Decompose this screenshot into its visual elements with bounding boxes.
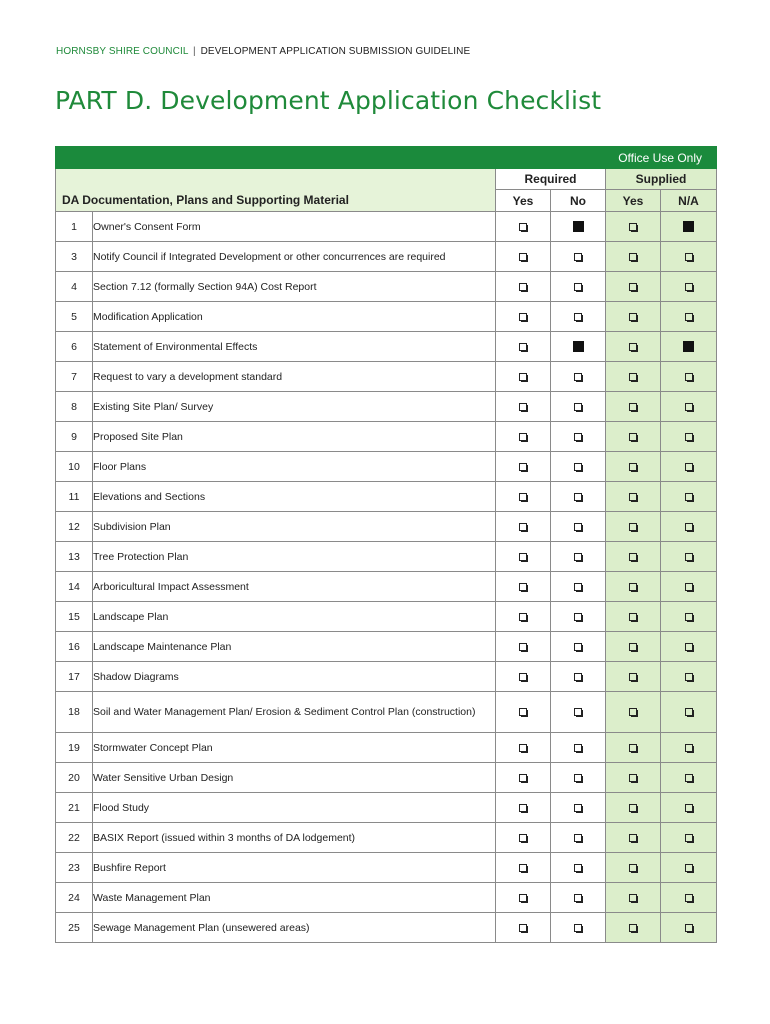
cell-supplied-yes — [606, 823, 661, 853]
row-description: Notify Council if Integrated Development or other concurrences are required — [93, 242, 496, 272]
checkbox-icon[interactable] — [574, 283, 582, 291]
cell-supplied-na — [661, 302, 717, 332]
cell-supplied-yes — [606, 302, 661, 332]
table-row — [56, 853, 717, 883]
table-row — [56, 332, 717, 362]
checkbox-icon[interactable] — [629, 774, 637, 782]
cell-required-yes — [496, 572, 551, 602]
cell-required-yes — [496, 272, 551, 302]
cell-required-no — [551, 883, 606, 913]
cell-required-no — [551, 512, 606, 542]
row-description: Request to vary a development standard — [93, 362, 496, 392]
row-number: 25 — [56, 913, 93, 943]
cell-required-yes — [496, 823, 551, 853]
cell-supplied-na — [661, 512, 717, 542]
checkbox-icon[interactable] — [574, 583, 582, 591]
row-description: Subdivision Plan — [93, 512, 496, 542]
checkbox-icon[interactable] — [629, 283, 637, 291]
organisation-name: HORNSBY SHIRE COUNCIL — [56, 46, 189, 57]
row-number: 11 — [56, 482, 93, 512]
checkbox-icon[interactable] — [574, 834, 582, 842]
checkbox-icon[interactable] — [629, 613, 637, 621]
checkbox-icon[interactable] — [685, 283, 693, 291]
table-row — [56, 572, 717, 602]
row-description: Bushfire Report — [93, 853, 496, 883]
table-row — [56, 793, 717, 823]
cell-supplied-yes — [606, 422, 661, 452]
column-header-row — [56, 190, 717, 212]
table-row — [56, 242, 717, 272]
checkbox-icon[interactable] — [519, 924, 527, 932]
cell-required-yes — [496, 662, 551, 692]
cell-required-yes — [496, 883, 551, 913]
cell-required-yes — [496, 733, 551, 763]
cell-supplied-yes — [606, 332, 661, 362]
cell-supplied-yes — [606, 883, 661, 913]
checked-box-icon[interactable] — [683, 341, 694, 352]
checkbox-icon[interactable] — [685, 894, 693, 902]
checkbox-icon[interactable] — [629, 463, 637, 471]
checkbox-icon[interactable] — [519, 744, 527, 752]
checked-box-icon[interactable] — [573, 221, 584, 232]
checkbox-icon[interactable] — [519, 373, 527, 381]
row-description: Modification Application — [93, 302, 496, 332]
row-number: 13 — [56, 542, 93, 572]
checkbox-icon[interactable] — [519, 463, 527, 471]
row-description: Floor Plans — [93, 452, 496, 482]
checkbox-icon[interactable] — [685, 924, 693, 932]
checkbox-icon[interactable] — [574, 523, 582, 531]
checkbox-icon[interactable] — [685, 643, 693, 651]
cell-required-no — [551, 692, 606, 733]
row-description: Tree Protection Plan — [93, 542, 496, 572]
row-description: Stormwater Concept Plan — [93, 733, 496, 763]
checkbox-icon[interactable] — [519, 523, 527, 531]
cell-required-yes — [496, 422, 551, 452]
row-number: 1 — [56, 212, 93, 242]
checkbox-icon[interactable] — [629, 894, 637, 902]
row-description: Proposed Site Plan — [93, 422, 496, 452]
cell-required-yes — [496, 212, 551, 242]
row-number: 4 — [56, 272, 93, 302]
table-row — [56, 632, 717, 662]
page-title: PART D. Development Application Checklist — [55, 86, 602, 115]
checkbox-icon[interactable] — [685, 708, 693, 716]
row-number: 14 — [56, 572, 93, 602]
cell-supplied-na — [661, 823, 717, 853]
row-number: 6 — [56, 332, 93, 362]
cell-supplied-yes — [606, 482, 661, 512]
row-number: 8 — [56, 392, 93, 422]
checkbox-icon[interactable] — [685, 613, 693, 621]
checkbox-icon[interactable] — [685, 774, 693, 782]
row-number: 12 — [56, 512, 93, 542]
cell-supplied-na — [661, 332, 717, 362]
cell-required-no — [551, 242, 606, 272]
checkbox-icon[interactable] — [685, 253, 693, 261]
cell-supplied-yes — [606, 392, 661, 422]
table-row — [56, 692, 717, 733]
supplied-group-header: Supplied — [606, 169, 717, 190]
cell-required-yes — [496, 692, 551, 733]
cell-supplied-na — [661, 392, 717, 422]
checkbox-icon[interactable] — [519, 643, 527, 651]
checkbox-icon[interactable] — [629, 223, 637, 231]
table-row — [56, 542, 717, 572]
row-number: 5 — [56, 302, 93, 332]
cell-required-yes — [496, 302, 551, 332]
table-row — [56, 823, 717, 853]
cell-supplied-yes — [606, 272, 661, 302]
checkbox-icon[interactable] — [685, 313, 693, 321]
row-number: 16 — [56, 632, 93, 662]
cell-required-no — [551, 302, 606, 332]
cell-supplied-yes — [606, 572, 661, 602]
table-row — [56, 362, 717, 392]
checkbox-icon[interactable] — [629, 864, 637, 872]
cell-supplied-na — [661, 853, 717, 883]
checkbox-icon[interactable] — [685, 834, 693, 842]
table-row — [56, 422, 717, 452]
document-name: DEVELOPMENT APPLICATION SUBMISSION GUIDELINE — [200, 46, 471, 57]
row-number: 9 — [56, 422, 93, 452]
header-separator: | — [193, 46, 196, 57]
row-number: 23 — [56, 853, 93, 883]
group-header-row — [56, 169, 717, 190]
cell-required-yes — [496, 913, 551, 943]
cell-supplied-na — [661, 362, 717, 392]
cell-required-no — [551, 662, 606, 692]
cell-required-yes — [496, 632, 551, 662]
checkbox-icon[interactable] — [519, 774, 527, 782]
checkbox-icon[interactable] — [685, 864, 693, 872]
row-description: Waste Management Plan — [93, 883, 496, 913]
cell-required-no — [551, 422, 606, 452]
cell-supplied-yes — [606, 793, 661, 823]
checkbox-icon[interactable] — [519, 864, 527, 872]
cell-supplied-na — [661, 763, 717, 793]
checkbox-icon[interactable] — [685, 673, 693, 681]
checkbox-icon[interactable] — [519, 553, 527, 561]
checklist-body — [56, 212, 717, 943]
row-description: Section 7.12 (formally Section 94A) Cost Report — [93, 272, 496, 302]
cell-required-no — [551, 482, 606, 512]
table-row — [56, 883, 717, 913]
cell-supplied-yes — [606, 362, 661, 392]
table-row — [56, 512, 717, 542]
cell-required-yes — [496, 853, 551, 883]
checkbox-icon[interactable] — [519, 223, 527, 231]
checkbox-icon[interactable] — [519, 708, 527, 716]
cell-supplied-na — [661, 272, 717, 302]
cell-required-yes — [496, 512, 551, 542]
cell-supplied-yes — [606, 853, 661, 883]
row-description: Flood Study — [93, 793, 496, 823]
cell-supplied-yes — [606, 542, 661, 572]
office-use-row — [56, 147, 717, 169]
checkbox-icon[interactable] — [519, 283, 527, 291]
cell-required-no — [551, 332, 606, 362]
checkbox-icon[interactable] — [574, 673, 582, 681]
cell-required-yes — [496, 452, 551, 482]
cell-supplied-na — [661, 632, 717, 662]
checkbox-icon[interactable] — [629, 403, 637, 411]
row-description: Statement of Environmental Effects — [93, 332, 496, 362]
checkbox-icon[interactable] — [574, 553, 582, 561]
checked-box-icon[interactable] — [573, 341, 584, 352]
checkbox-icon[interactable] — [519, 894, 527, 902]
checkbox-icon[interactable] — [574, 804, 582, 812]
row-description: Existing Site Plan/ Survey — [93, 392, 496, 422]
checkbox-icon[interactable] — [629, 523, 637, 531]
cell-required-no — [551, 212, 606, 242]
checkbox-icon[interactable] — [685, 804, 693, 812]
checkbox-icon[interactable] — [629, 744, 637, 752]
checkbox-icon[interactable] — [629, 924, 637, 932]
cell-supplied-yes — [606, 662, 661, 692]
checkbox-icon[interactable] — [519, 403, 527, 411]
checkbox-icon[interactable] — [519, 834, 527, 842]
cell-required-no — [551, 452, 606, 482]
col-supplied-yes: Yes — [606, 190, 661, 212]
cell-supplied-na — [661, 793, 717, 823]
checkbox-icon[interactable] — [519, 493, 527, 501]
row-number: 20 — [56, 763, 93, 793]
cell-required-yes — [496, 763, 551, 793]
table-row — [56, 733, 717, 763]
checkbox-icon[interactable] — [685, 403, 693, 411]
table-row — [56, 272, 717, 302]
row-description: Soil and Water Management Plan/ Erosion & Sediment Control Plan (construction) — [93, 692, 496, 733]
table-row — [56, 212, 717, 242]
table-row — [56, 662, 717, 692]
row-description: Landscape Plan — [93, 602, 496, 632]
checkbox-icon[interactable] — [574, 373, 582, 381]
row-number: 18 — [56, 692, 93, 733]
row-number: 3 — [56, 242, 93, 272]
cell-supplied-na — [661, 692, 717, 733]
checkbox-icon[interactable] — [629, 313, 637, 321]
cell-supplied-na — [661, 452, 717, 482]
da-checklist-table — [55, 146, 717, 943]
checkbox-icon[interactable] — [519, 673, 527, 681]
checkbox-icon[interactable] — [629, 343, 637, 351]
checkbox-icon[interactable] — [574, 708, 582, 716]
checkbox-icon[interactable] — [574, 403, 582, 411]
checkbox-icon[interactable] — [629, 373, 637, 381]
cell-supplied-na — [661, 422, 717, 452]
row-description: Sewage Management Plan (unsewered areas) — [93, 913, 496, 943]
checkbox-icon[interactable] — [574, 433, 582, 441]
table-row — [56, 392, 717, 422]
cell-supplied-na — [661, 602, 717, 632]
cell-supplied-yes — [606, 913, 661, 943]
cell-required-no — [551, 733, 606, 763]
row-number: 19 — [56, 733, 93, 763]
checkbox-icon[interactable] — [629, 673, 637, 681]
checkbox-icon[interactable] — [519, 343, 527, 351]
table-row — [56, 302, 717, 332]
checkbox-icon[interactable] — [685, 583, 693, 591]
checkbox-icon[interactable] — [629, 253, 637, 261]
cell-supplied-yes — [606, 242, 661, 272]
cell-required-yes — [496, 392, 551, 422]
cell-required-yes — [496, 362, 551, 392]
cell-required-no — [551, 572, 606, 602]
row-number: 7 — [56, 362, 93, 392]
group-header-blank — [56, 169, 496, 190]
checkbox-icon[interactable] — [519, 613, 527, 621]
cell-supplied-na — [661, 883, 717, 913]
cell-required-no — [551, 392, 606, 422]
cell-supplied-yes — [606, 632, 661, 662]
cell-required-no — [551, 542, 606, 572]
checkbox-icon[interactable] — [519, 433, 527, 441]
row-description: Elevations and Sections — [93, 482, 496, 512]
checkbox-icon[interactable] — [629, 583, 637, 591]
cell-supplied-na — [661, 212, 717, 242]
checkbox-icon[interactable] — [574, 924, 582, 932]
checkbox-icon[interactable] — [574, 894, 582, 902]
row-number: 10 — [56, 452, 93, 482]
checkbox-icon[interactable] — [685, 523, 693, 531]
cell-supplied-na — [661, 482, 717, 512]
table-row — [56, 602, 717, 632]
cell-supplied-yes — [606, 512, 661, 542]
cell-required-yes — [496, 602, 551, 632]
section-header: DA Documentation, Plans and Supporting Material — [56, 190, 496, 212]
document-header — [56, 46, 470, 57]
cell-supplied-yes — [606, 763, 661, 793]
office-use-label: Office Use Only — [56, 147, 717, 169]
checkbox-icon[interactable] — [574, 643, 582, 651]
row-description: Arboricultural Impact Assessment — [93, 572, 496, 602]
row-description: Landscape Maintenance Plan — [93, 632, 496, 662]
cell-supplied-yes — [606, 212, 661, 242]
checkbox-icon[interactable] — [574, 744, 582, 752]
cell-supplied-yes — [606, 602, 661, 632]
checkbox-icon[interactable] — [519, 583, 527, 591]
checkbox-icon[interactable] — [574, 253, 582, 261]
cell-supplied-na — [661, 662, 717, 692]
cell-supplied-yes — [606, 452, 661, 482]
checkbox-icon[interactable] — [685, 553, 693, 561]
row-description: Water Sensitive Urban Design — [93, 763, 496, 793]
checkbox-icon[interactable] — [574, 774, 582, 782]
cell-supplied-na — [661, 733, 717, 763]
checkbox-icon[interactable] — [519, 253, 527, 261]
checkbox-icon[interactable] — [574, 493, 582, 501]
checkbox-icon[interactable] — [685, 493, 693, 501]
cell-supplied-yes — [606, 733, 661, 763]
checkbox-icon[interactable] — [629, 834, 637, 842]
checkbox-icon[interactable] — [685, 373, 693, 381]
row-number: 15 — [56, 602, 93, 632]
cell-required-no — [551, 763, 606, 793]
checkbox-icon[interactable] — [629, 433, 637, 441]
cell-required-yes — [496, 482, 551, 512]
checkbox-icon[interactable] — [629, 643, 637, 651]
cell-supplied-na — [661, 913, 717, 943]
cell-required-no — [551, 793, 606, 823]
row-description: BASIX Report (issued within 3 months of DA lodgement) — [93, 823, 496, 853]
cell-supplied-na — [661, 572, 717, 602]
cell-required-no — [551, 362, 606, 392]
checkbox-icon[interactable] — [629, 804, 637, 812]
cell-required-no — [551, 853, 606, 883]
table-row — [56, 763, 717, 793]
checkbox-icon[interactable] — [629, 553, 637, 561]
required-group-header: Required — [496, 169, 606, 190]
checkbox-icon[interactable] — [574, 463, 582, 471]
cell-required-no — [551, 272, 606, 302]
col-required-yes: Yes — [496, 190, 551, 212]
table-row — [56, 913, 717, 943]
checkbox-icon[interactable] — [519, 804, 527, 812]
row-number: 17 — [56, 662, 93, 692]
cell-supplied-na — [661, 242, 717, 272]
checkbox-icon[interactable] — [685, 433, 693, 441]
cell-required-no — [551, 602, 606, 632]
checkbox-icon[interactable] — [574, 313, 582, 321]
cell-required-no — [551, 632, 606, 662]
table-row — [56, 482, 717, 512]
checkbox-icon[interactable] — [629, 708, 637, 716]
cell-required-no — [551, 823, 606, 853]
checked-box-icon[interactable] — [683, 221, 694, 232]
cell-supplied-na — [661, 542, 717, 572]
checkbox-icon[interactable] — [629, 493, 637, 501]
checkbox-icon[interactable] — [685, 744, 693, 752]
table-row — [56, 452, 717, 482]
row-description: Shadow Diagrams — [93, 662, 496, 692]
cell-supplied-yes — [606, 692, 661, 733]
cell-required-yes — [496, 793, 551, 823]
col-required-no: No — [551, 190, 606, 212]
checkbox-icon[interactable] — [519, 313, 527, 321]
checkbox-icon[interactable] — [685, 463, 693, 471]
row-number: 22 — [56, 823, 93, 853]
cell-required-yes — [496, 332, 551, 362]
col-supplied-na: N/A — [661, 190, 717, 212]
checkbox-icon[interactable] — [574, 613, 582, 621]
row-number: 24 — [56, 883, 93, 913]
cell-required-yes — [496, 242, 551, 272]
checkbox-icon[interactable] — [574, 864, 582, 872]
cell-required-yes — [496, 542, 551, 572]
row-number: 21 — [56, 793, 93, 823]
cell-required-no — [551, 913, 606, 943]
row-description: Owner's Consent Form — [93, 212, 496, 242]
